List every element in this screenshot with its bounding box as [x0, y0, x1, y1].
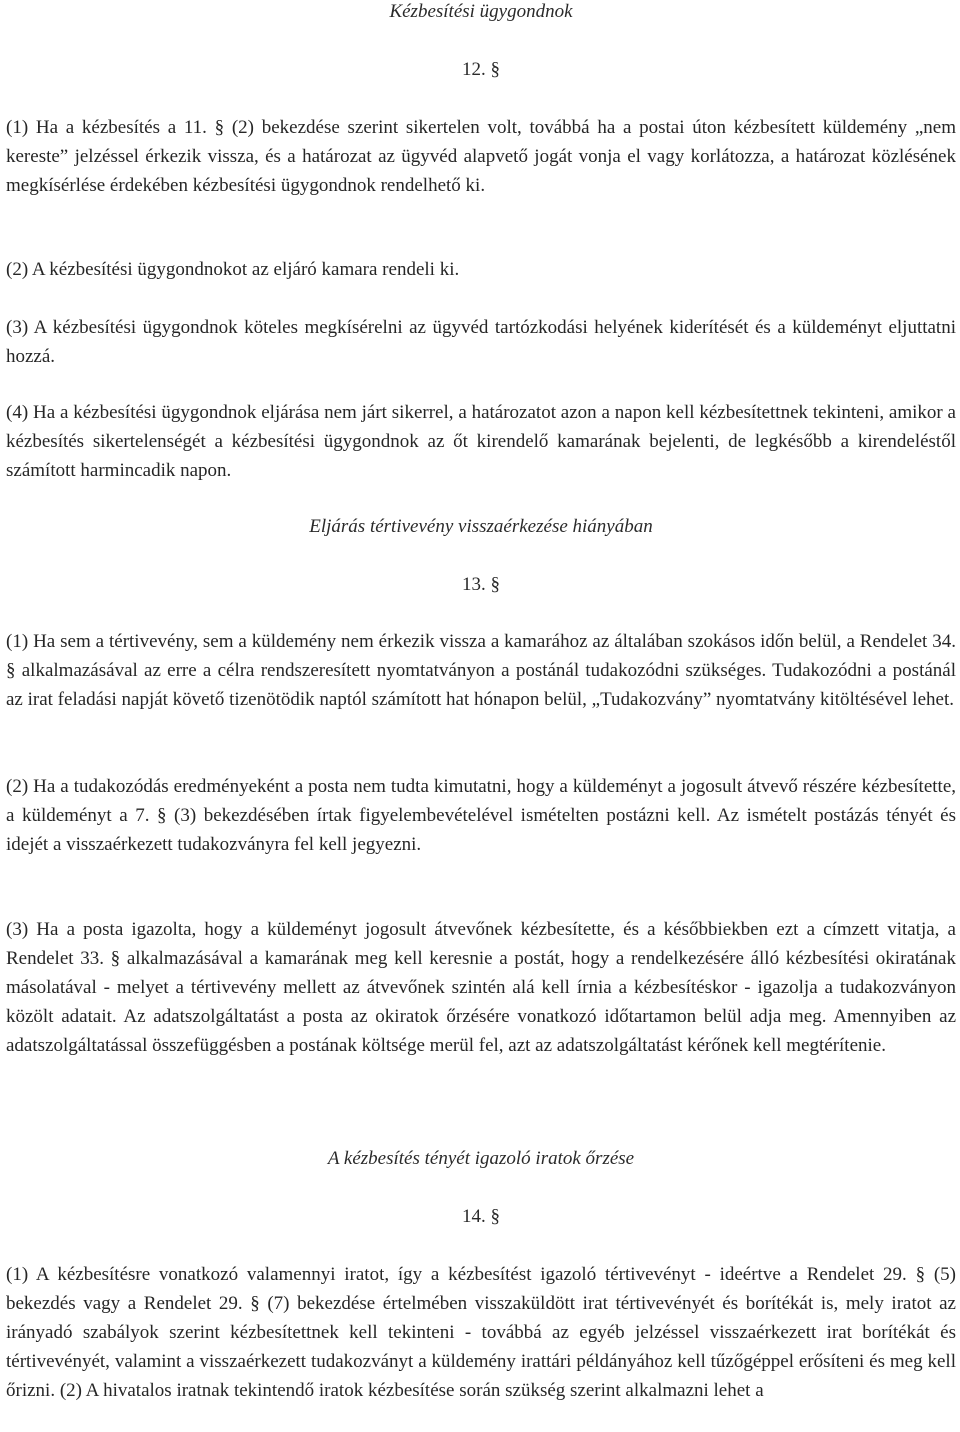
paragraph-12-1: (1) Ha a kézbesítés a 11. § (2) bekezdése szerint sikertelen volt, továbbá ha a postai úton kézbesített küldemény „nem kereste” jelzéssel érkezik vissza, és a határozat az ügyvéd alapvető jogát vonja el vagy korlátozza, a határozat közlésének megkísérlése érdekében kézbesítési ügygondnok rendelhető ki.: [6, 117, 956, 196]
heading-eljaras-tertiveveny: Eljárás tértivevény visszaérkezése hiányában: [309, 516, 653, 537]
section-number-14: 14. §: [462, 1206, 500, 1227]
section-number-13: 13. §: [462, 574, 500, 595]
section-number-12: 12. §: [462, 59, 500, 80]
paragraph-12-3: (3) A kézbesítési ügygondnok köteles megkísérelni az ügyvéd tartózkodási helyének kiderítését és a küldeményt eljuttatni hozzá.: [6, 317, 956, 367]
paragraph-12-4: (4) Ha a kézbesítési ügygondnok eljárása nem járt sikerrel, a határozatot azon a napon kell kézbesítettnek tekinteni, amikor a kézbesítés sikertelenségét a kézbesítési ügygondnok az őt kirendelő kamarának bejelenti, de legkésőbb a kirendeléstől számított harmincadik napon.: [6, 402, 956, 481]
paragraph-13-2: (2) Ha a tudakozódás eredményeként a posta nem tudta kimutatni, hogy a küldeményt a jogosult átvevő részére kézbesítette, a küldeményt a 7. § (3) bekezdésében írtak figyelembevételével ismételten postázni kell. Az ismételt postázás tényét és idejét a visszaérkezett tudakozványra fel kell jegyezni.: [6, 776, 956, 855]
heading-kezbesites-tenyet-igazolo: A kézbesítés tényét igazoló iratok őrzése: [327, 1148, 635, 1169]
heading-kezbesitesi-ugygondnok: Kézbesítési ügygondnok: [389, 1, 573, 22]
paragraph-13-1: (1) Ha sem a tértivevény, sem a küldemény nem érkezik vissza a kamarához az általában szokásos időn belül, a Rendelet 34. § alkalmazásával az erre a célra rendszeresített nyomtatványon a postánál tudakozódni szükséges. Tudakozódni a postánál az irat feladási napját követő tizenötödik naptól számított hat hónapon belül, „Tudakozvány” nyomtatvány kitöltésével lehet.: [6, 631, 956, 710]
paragraph-13-3: (3) Ha a posta igazolta, hogy a küldeményt jogosult átvevőnek kézbesítette, és a későbbiekben ezt a címzett vitatja, a Rendelet 33. § alkalmazásával a kamarának meg kell keresnie a postát, hogy a rendelkezésére álló kézbesítési okiratának másolatával - melyet a tértivevény mellett az átvevőnek szintén alá kell írnia a kézbesítéskor - igazolja a tudakozványon közölt adatait. Az adatszolgáltatást a posta az okiratok őrzésére vonatkozó időtartamon belül adja meg. Amennyiben az adatszolgáltatással összefüggésben a postának költsége merül fel, azt az adatszolgáltatást kérőnek kell megtérítenie.: [6, 919, 956, 1056]
paragraph-12-2: (2) A kézbesítési ügygondnokot az eljáró kamara rendeli ki.: [6, 259, 460, 280]
paragraph-14-1: (1) A kézbesítésre vonatkozó valamennyi iratot, így a kézbesítést igazoló tértivevényt - ideértve a Rendelet 29. § (5) bekezdés vagy a Rendelet 29. § (7) bekezdése értelmében visszaküldött irat tértivevényét és borítékát is, mely iratot az irányadó szabályok szerint kézbesítettnek kell tekinteni - továbbá az egyéb jelzéssel visszaérkezett irat borítékát és tértivevényét, valamint a visszaérkezett tudakozványt a küldemény irattári példányához kell tűzőgéppel erősíteni és meg kell őrizni. (2) A hivatalos iratnak tekintendő iratok kézbesítése során szükség szerint alkalmazni lehet a: [6, 1264, 956, 1401]
